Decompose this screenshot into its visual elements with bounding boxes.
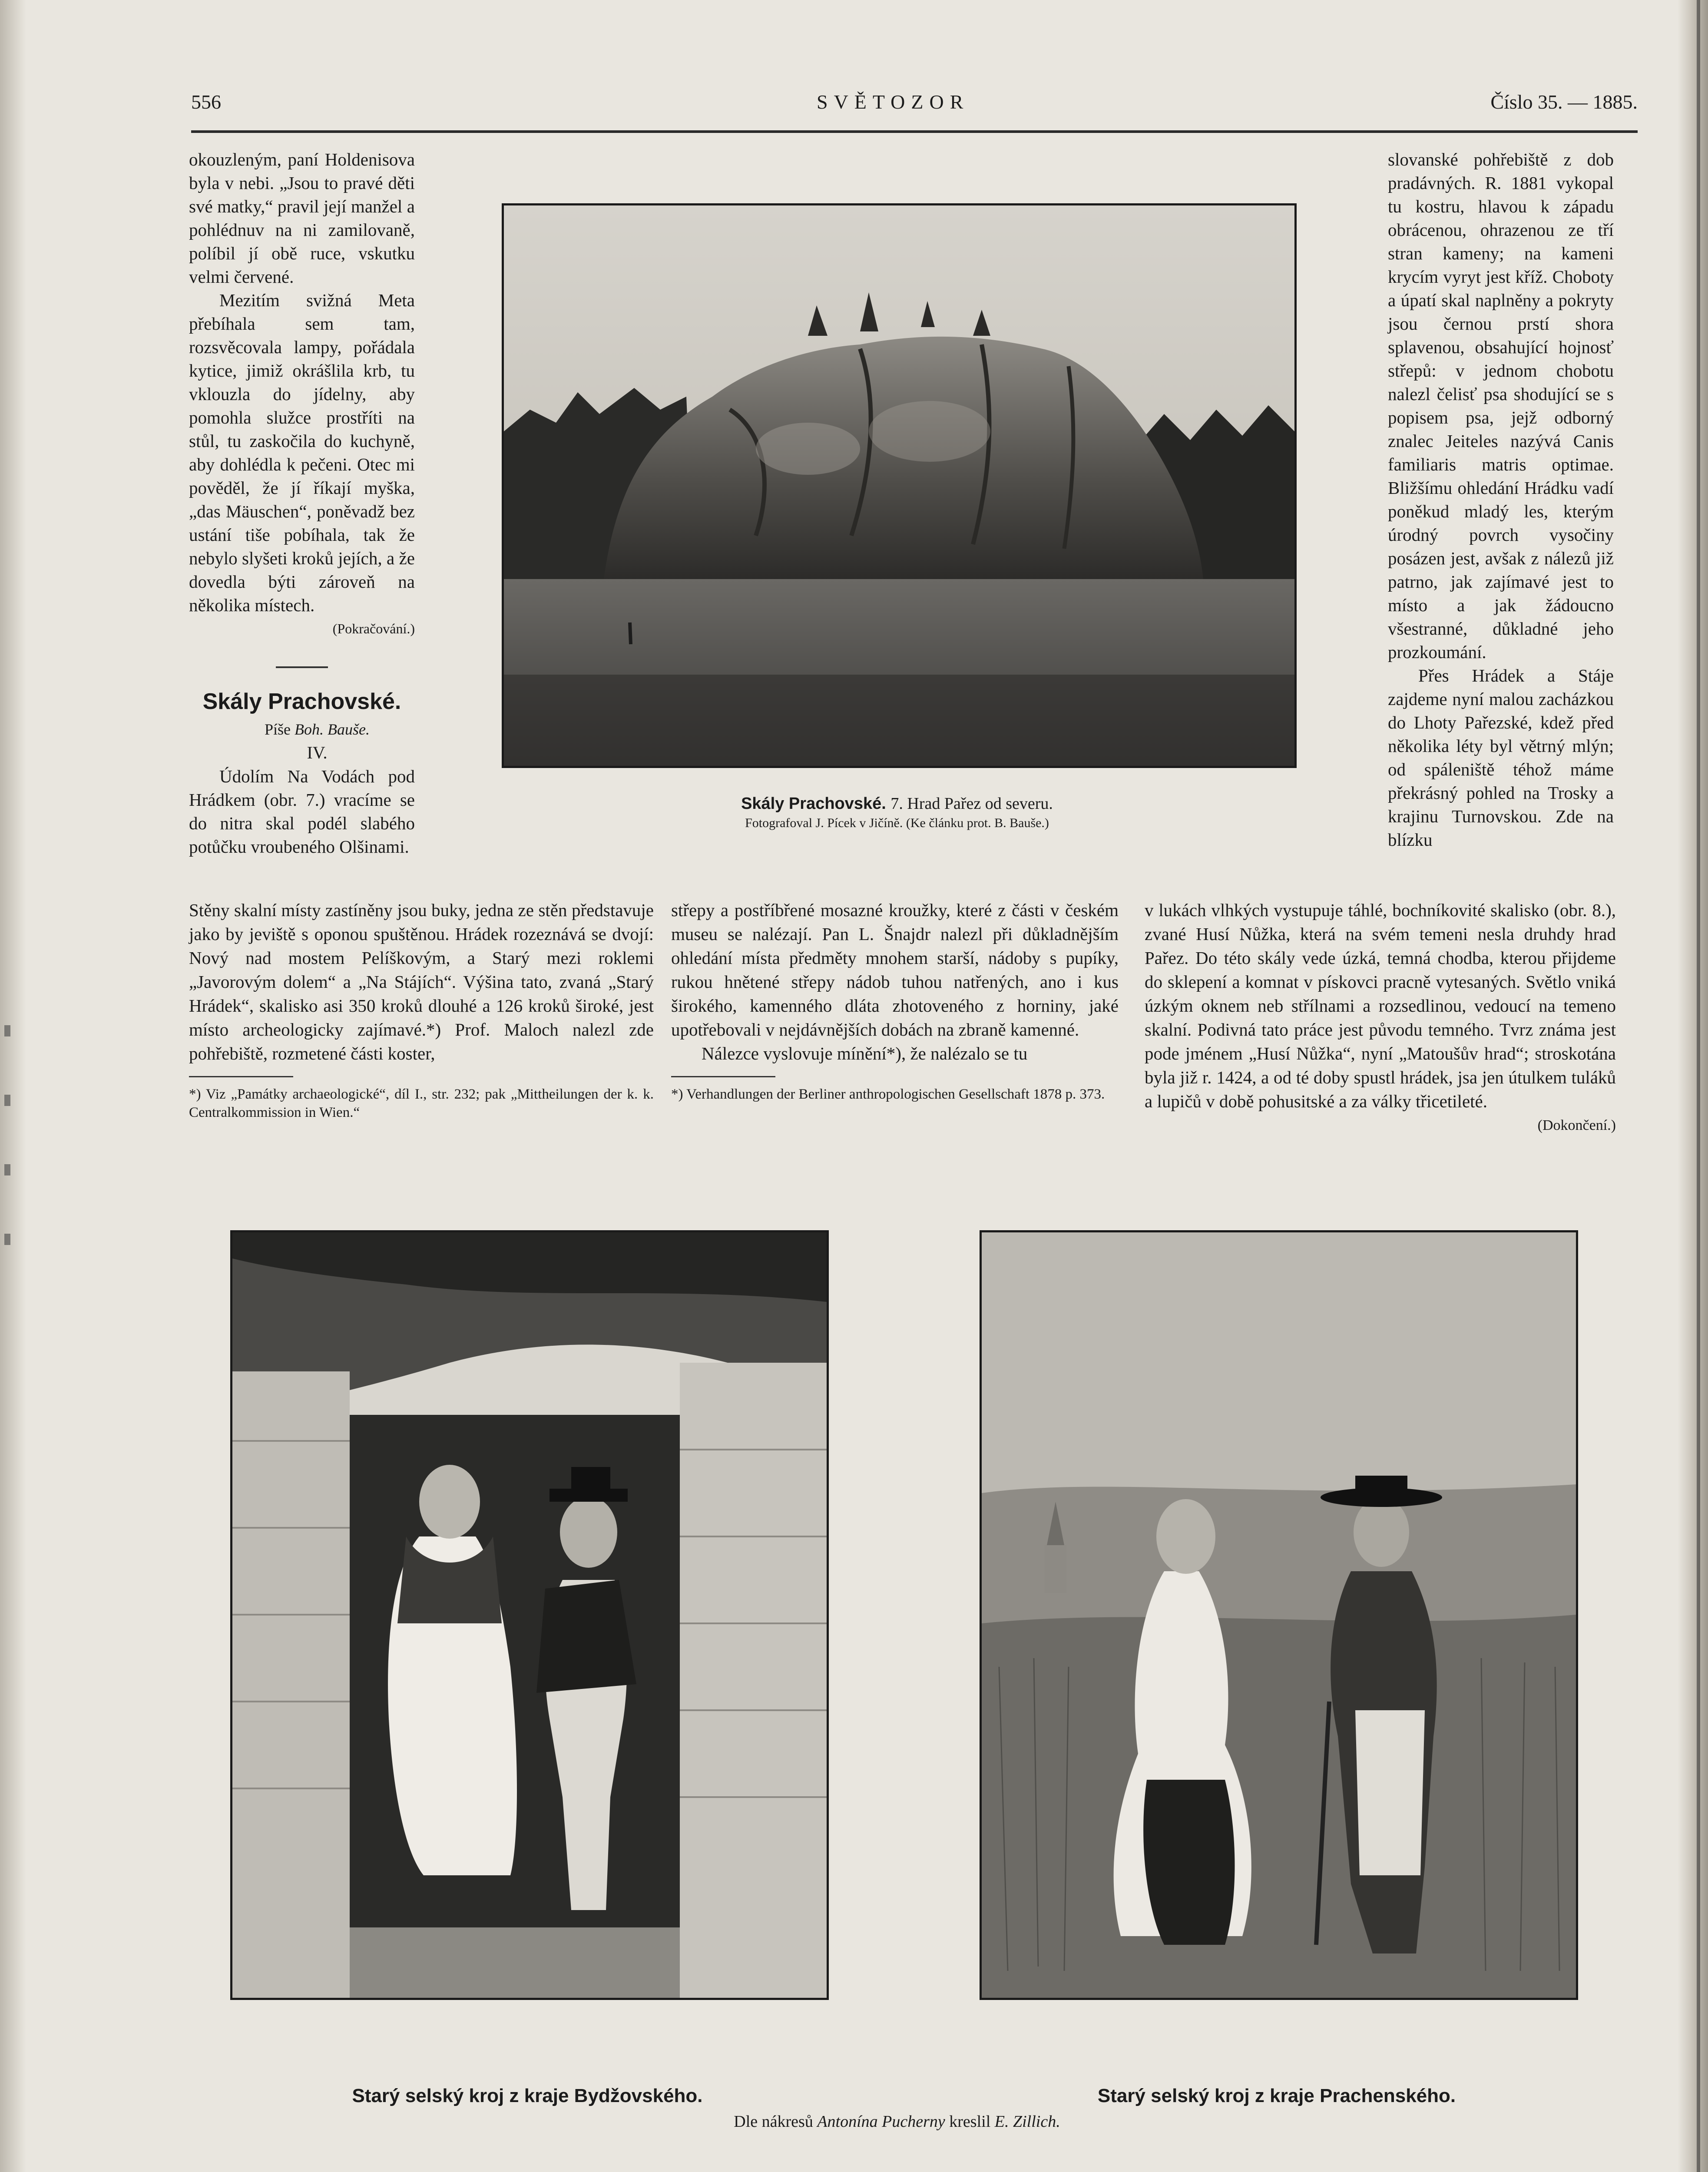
- engraving-prachen-costume: [980, 1230, 1578, 2000]
- paragraph: Nálezce vyslovuje mínění*), že nalézalo se tu: [702, 1043, 1028, 1063]
- paragraph: v lukách vlhkých vystupuje táhlé, bochníkovité skalisko (obr. 8.), zvané Husí Nůžka, která na svém temeni nesla druhdy hrad Pařez. Do této skály vede úzká, temná chodba, kterou přijdeme do sklepení a komnat v pískovci pracně vytesaných. Světlo vniká úzkým oknem neb střílnami a rozsedlinou, vedoucí na temeno skalní. Podivná tato práce jest původu temného. Tvrz známa jest pode jménem „Husí Nůžka“, nyní „Matoušův hrad“; stroskotána byla již r. 1424, a od té doby spustl hrádek, jsa jen útulkem tuláků a lupičů v době pohusitské a za války třicetileté.: [1145, 900, 1616, 1111]
- section-divider: [276, 666, 328, 668]
- concluded-note: (Dokončení.): [1537, 1117, 1616, 1133]
- continued-note: (Pokračování.): [332, 621, 415, 636]
- binding-mark: [4, 1164, 10, 1175]
- caption-bold: Skály Prachovské.: [741, 795, 886, 813]
- running-header: [191, 90, 1638, 121]
- text-column-b: [671, 898, 1119, 1103]
- binding-mark: [4, 1095, 10, 1106]
- header-rule: [191, 130, 1638, 133]
- caption-text: 7. Hrad Pařez od severu.: [890, 795, 1053, 813]
- illustration-credit: Dle nákresů Antonína Pucherny kreslil E. Zillich.: [734, 2112, 1060, 2131]
- engraver-name: E. Zillich.: [994, 2112, 1060, 2131]
- engraving-bydzov-costume: [230, 1230, 829, 2000]
- paragraph: slovanské pohřebiště z dob pradávných. R. 1881 vykopal tu kostru, hlavou k západu obrácenou, ohrazenou ze tří stran kameny; na kameni krycím vyryt jest kříž. Choboty a úpatí skal naplněny a pokryty jsou černou prstí shora splavenou, obsahující hojnosť střepů: v jednom chobotu nalezl čelisť psa shodující se s popisem psa, jejž odborný znalec Jeiteles nazývá Canis familiaris matris optimae. Bližšímu ohledání Hrádku vadí poněkud mladý les, kterým úrodný povrch vysočiny posázen jest, avšak z nálezů již patrno, jak zajímavé jest to místo a jak žádoucno všestranné, důkladné jeho prozkoumání.: [1388, 149, 1614, 662]
- paragraph: Údolím Na Vodách pod Hrádkem (obr. 7.) vracíme se do nitra skal podél slabého potůčku vroubeného Olšinami.: [189, 766, 415, 857]
- footnote-rule: [189, 1076, 293, 1077]
- footnote: *) Viz „Památky archaeologické“, díl I., str. 232; pak „Mittheilungen der k. k. Centralkommission in Wien.“: [189, 1086, 654, 1120]
- paragraph: Stěny skalní místy zastíněny jsou buky, jedna ze stěn představuje jako by jeviště s oponou spuštěnou. Hrádek rozeznává se dvojí: Nový nad mostem Pelíškovým, a Starý mezi roklemi „Javorovým dolem“ a „Na Stájích“. Výšina tato, zvaná „Starý Hrádek“, skalisko asi 350 kroků dlouhé a 126 kroků široké, jest místo archeologicky zajímavé.*) Prof. Maloch nalezl zde pohřebiště, rozmetené části koster,: [189, 900, 654, 1063]
- binding-strip: [1697, 0, 1700, 2172]
- paragraph: okouzleným, paní Holdenisova byla v nebi. „Jsou to pravé děti své matky,“ pravil její manžel a pohlédnuv na ni zamilovaně, políbil jí obě ruce, vskutku velmi červené.: [189, 149, 415, 287]
- issue-number: Číslo 35. — 1885.: [1490, 91, 1638, 113]
- caption-left: Starý selský kroj z kraje Bydžovského.: [352, 2085, 703, 2106]
- article-byline: Píše Boh. Bauše.: [265, 721, 370, 738]
- page-binding-edge-right: [1678, 0, 1708, 2172]
- page-binding-edge-left: [0, 0, 26, 2172]
- photo-hrad-parez: [502, 203, 1297, 768]
- paragraph: střepy a postříbřené mosazné kroužky, které z části v českém museu se nalézají. Pan L. Šnajdr nalezl při důkladnějším ohledání místa předměty mnohem starší, nádoby s pupíky, rukou hnětené střepy nádob tuhou natřených, ano i kus širokého, kamenného dláta zhotoveného z horniny, jaké upotřebovali v nejdávnějších dobách na zbraně kamenné.: [671, 900, 1119, 1040]
- page-number: 556: [191, 91, 221, 113]
- column-right: [1388, 148, 1614, 851]
- footnote-rule: [671, 1076, 775, 1077]
- photo-credit: Fotografoval J. Pícek v Jičíně. (Ke článku prot. B. Bauše.): [745, 816, 1049, 830]
- article-part-number: IV.: [307, 743, 328, 762]
- footnote: *) Verhandlungen der Berliner anthropologischen Gesellschaft 1878 p. 373.: [671, 1086, 1105, 1102]
- binding-mark: [4, 1234, 10, 1245]
- caption-right: Starý selský kroj z kraje Prachenského.: [1097, 2085, 1456, 2106]
- paragraph: Mezitím svižná Meta přebíhala sem tam, rozsvěcovala lampy, pořádala kytice, jimiž okrášlila krb, tu vklouzla do jídelny, aby pomohla služce prostříti na stůl, tu zaskočila do kuchyně, aby dohlédla k pečeni. Otec mi pověděl, že jí říkají myška, „das Mäuschen“, poněvadž bez ustání tiše pobíhala, tak že nebylo slyšeti kroků jejích, a že dovedla býti zároveň na několika místech.: [189, 290, 415, 615]
- text-column-c: [1145, 898, 1616, 1137]
- author-name: Boh. Bauše.: [295, 721, 370, 738]
- journal-title: SVĚTOZOR: [817, 91, 970, 113]
- binding-mark: [4, 1025, 10, 1036]
- paragraph: Přes Hrádek a Stáje zajdeme nyní malou zacházkou do Lhoty Pařezské, kdež před několika léty byl větrný mlýn; od spáleniště téhož máme překrásný pohled na Trosky a krajinu Turnovskou. Zde na blízku: [1388, 666, 1614, 850]
- text-column-a: [189, 898, 654, 1122]
- artist-name: Antonína Pucherny: [817, 2112, 945, 2131]
- column-left: [189, 148, 415, 858]
- figure-caption: [502, 794, 1292, 831]
- article-title: Skály Prachovské.: [202, 689, 401, 714]
